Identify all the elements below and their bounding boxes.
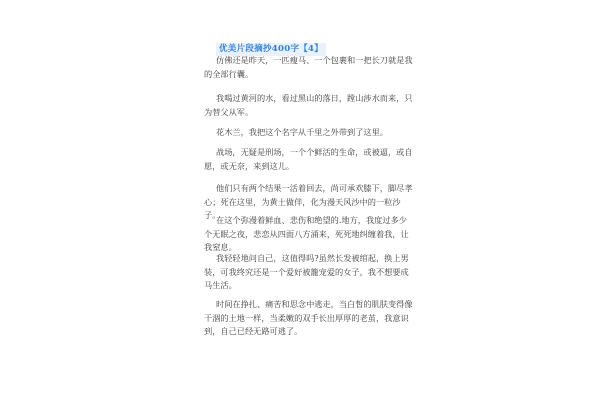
paragraph-7: 我轻轻地问自己，这值得吗?虽然长发被绾起，换上男装，可我终究还是一个爱好被籠宠爱的女子，我不想要成马生活。 (204, 253, 409, 290)
paragraph-8: 时间在挣扎、痛苦和思念中逃走，当白皙的肌肤变得像干涸的土地一样，当柔嫩的双手长出厚厚的老茧，我意识到，自己已经无路可逃了。 (204, 299, 413, 336)
paragraph-4: 战场，无疑是刑场，一个个鲜活的生命，或被逼，或自愿，或无奈，来到这儿。 (204, 147, 413, 171)
document-title[interactable]: 优美片段摘抄400字【4】 (216, 43, 326, 56)
paragraph-3: 花木兰，我把这个名字从千里之外带到了这里。 (216, 127, 388, 137)
paragraph-1: 仿佛还是昨天，一匹瘦马、一个包裹和一把长刀就是我的全部行囊。 (204, 55, 413, 79)
paragraph-5: 他们只有两个结果一活着回去，尚可承欢膝下，脚尽孝心；死在这里，为黄土做伴，化为漫天风沙中的一粒沙子。 (204, 183, 413, 220)
title-container (216, 36, 326, 56)
paragraph-2: 我喝过黄河的水，看过黑山的落日，蹚山涉水而来，只为替父从军。 (204, 93, 413, 117)
paragraph-6: 在这个弥漫着鲜血、悲伤和绝望的.地方，我度过多少个无眠之夜，悲恋从四面八方涌来，死死地纠缠着我，让我窒息。 (204, 215, 409, 252)
